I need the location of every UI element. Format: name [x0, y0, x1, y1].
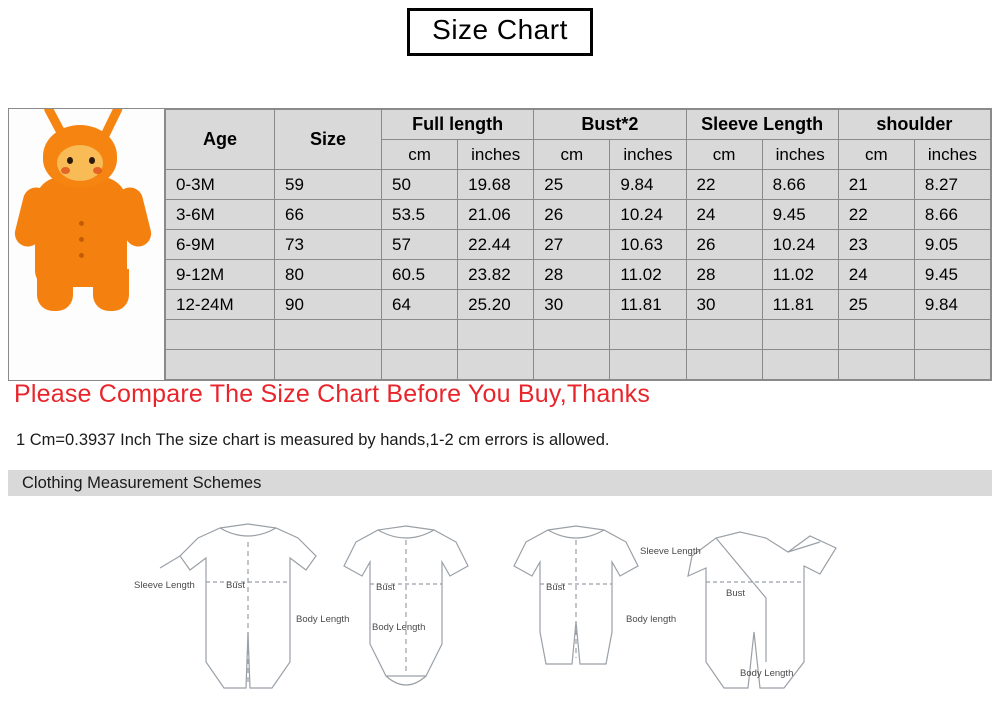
- label-body-length: Body Length: [372, 622, 426, 633]
- cell-bust-in: [610, 350, 686, 380]
- label-sleeve-length: Sleeve Length: [640, 546, 701, 557]
- cell-length-in: 21.06: [458, 200, 534, 230]
- cell-bust-cm: 28: [534, 260, 610, 290]
- unit-sleeve-cm: cm: [686, 140, 762, 170]
- unit-sleeve-in: inches: [762, 140, 838, 170]
- cell-sleeve-in: 8.66: [762, 170, 838, 200]
- cell-bust-cm: 27: [534, 230, 610, 260]
- cell-length-cm: [382, 350, 458, 380]
- cell-shoulder-cm: 21: [838, 170, 914, 200]
- cell-sleeve-cm: 28: [686, 260, 762, 290]
- diagram-short-sleeve-romper: [514, 526, 638, 664]
- cell-sleeve-in: 10.24: [762, 230, 838, 260]
- label-bust: Bust: [726, 588, 746, 599]
- cell-sleeve-in: 9.45: [762, 200, 838, 230]
- conversion-note: 1 Cm=0.3937 Inch The size chart is measured by hands,1-2 cm errors is allowed.: [16, 431, 610, 449]
- header-sleeve-length: Sleeve Length: [686, 110, 838, 140]
- table-group-header-row: [166, 110, 991, 140]
- cell-length-in: 23.82: [458, 260, 534, 290]
- label-body-length: Body length: [626, 614, 677, 625]
- compare-note: Please Compare The Size Chart Before You Buy,Thanks: [14, 380, 651, 408]
- cell-bust-in: 10.63: [610, 230, 686, 260]
- cell-length-cm: 60.5: [382, 260, 458, 290]
- cell-length-cm: 57: [382, 230, 458, 260]
- cell-sleeve-cm: 22: [686, 170, 762, 200]
- cell-size: 59: [275, 170, 382, 200]
- label-bust: Bust: [376, 582, 396, 593]
- cell-length-in: [458, 320, 534, 350]
- schemes-bar-label: Clothing Measurement Schemes: [22, 474, 262, 492]
- cheek-right-icon: [93, 167, 102, 174]
- cell-length-cm: 53.5: [382, 200, 458, 230]
- cell-shoulder-cm: 22: [838, 200, 914, 230]
- table-row: [166, 290, 991, 320]
- cell-length-in: [458, 350, 534, 380]
- cell-shoulder-in: [914, 320, 990, 350]
- cell-length-in: 22.44: [458, 230, 534, 260]
- product-photo: [9, 109, 165, 380]
- cell-shoulder-cm: 25: [838, 290, 914, 320]
- page-title: Size Chart: [407, 8, 593, 56]
- unit-shoulder-cm: cm: [838, 140, 914, 170]
- label-bust: Bust: [226, 580, 246, 591]
- romper-leg-left: [37, 269, 73, 311]
- schemes-bar: [8, 470, 992, 496]
- cell-size: [275, 350, 382, 380]
- cell-length-in: 19.68: [458, 170, 534, 200]
- cell-shoulder-cm: 24: [838, 260, 914, 290]
- button-dot: [79, 221, 84, 226]
- cell-shoulder-cm: 23: [838, 230, 914, 260]
- cell-bust-in: 10.24: [610, 200, 686, 230]
- measurement-diagrams: [120, 512, 880, 712]
- cell-sleeve-cm: 26: [686, 230, 762, 260]
- cell-age: 3-6M: [166, 200, 275, 230]
- cell-length-cm: 64: [382, 290, 458, 320]
- cell-bust-in: 9.84: [610, 170, 686, 200]
- unit-bust-cm: cm: [534, 140, 610, 170]
- table-row: [166, 200, 991, 230]
- cell-length-cm: [382, 320, 458, 350]
- header-bust: Bust*2: [534, 110, 686, 140]
- cell-sleeve-cm: 30: [686, 290, 762, 320]
- cell-bust-cm: [534, 350, 610, 380]
- header-full-length: Full length: [382, 110, 534, 140]
- diagram-long-sleeve-romper: [160, 524, 316, 688]
- cell-shoulder-in: 8.27: [914, 170, 990, 200]
- cell-size: 80: [275, 260, 382, 290]
- button-dot: [79, 237, 84, 242]
- cell-shoulder-in: 8.66: [914, 200, 990, 230]
- cell-shoulder-in: 9.05: [914, 230, 990, 260]
- label-body-length: Body Length: [740, 668, 794, 679]
- baby-face: [57, 145, 103, 181]
- cell-shoulder-cm: [838, 350, 914, 380]
- label-bust: Bust: [546, 582, 566, 593]
- cell-bust-cm: [534, 320, 610, 350]
- size-chart-block: [8, 108, 992, 381]
- cell-sleeve-cm: [686, 320, 762, 350]
- cell-length-in: 25.20: [458, 290, 534, 320]
- cell-bust-in: 11.81: [610, 290, 686, 320]
- cell-shoulder-in: [914, 350, 990, 380]
- unit-shoulder-in: inches: [914, 140, 990, 170]
- cell-bust-in: [610, 320, 686, 350]
- header-size: Size: [275, 110, 382, 170]
- cell-shoulder-in: 9.84: [914, 290, 990, 320]
- cell-bust-cm: 25: [534, 170, 610, 200]
- cell-size: 90: [275, 290, 382, 320]
- cell-shoulder-in: 9.45: [914, 260, 990, 290]
- eye-right-icon: [89, 157, 95, 164]
- cell-bust-cm: 26: [534, 200, 610, 230]
- cell-sleeve-cm: [686, 350, 762, 380]
- cell-sleeve-cm: 24: [686, 200, 762, 230]
- cell-size: 73: [275, 230, 382, 260]
- header-age: Age: [166, 110, 275, 170]
- table-row: [166, 320, 991, 350]
- table-row: [166, 230, 991, 260]
- diagram-kimono-wrap-romper: [688, 532, 836, 688]
- button-dot: [79, 253, 84, 258]
- cell-shoulder-cm: [838, 320, 914, 350]
- diagram-short-sleeve-bodysuit: [344, 526, 468, 685]
- label-sleeve-length: Sleeve Length: [134, 580, 195, 591]
- romper-leg-right: [93, 269, 129, 311]
- unit-full-length-cm: cm: [382, 140, 458, 170]
- header-shoulder: shoulder: [838, 110, 990, 140]
- cell-sleeve-in: 11.81: [762, 290, 838, 320]
- label-body-length: Body Length: [296, 614, 350, 625]
- table-row: [166, 350, 991, 380]
- cell-age: [166, 320, 275, 350]
- cell-age: 12-24M: [166, 290, 275, 320]
- cell-size: [275, 320, 382, 350]
- title-container: [0, 8, 1000, 56]
- cell-length-cm: 50: [382, 170, 458, 200]
- cheek-left-icon: [61, 167, 70, 174]
- cell-size: 66: [275, 200, 382, 230]
- cell-age: 0-3M: [166, 170, 275, 200]
- cell-age: 9-12M: [166, 260, 275, 290]
- cell-age: 6-9M: [166, 230, 275, 260]
- eye-left-icon: [67, 157, 73, 164]
- cell-sleeve-in: 11.02: [762, 260, 838, 290]
- cell-bust-cm: 30: [534, 290, 610, 320]
- cell-sleeve-in: [762, 350, 838, 380]
- size-table: [165, 109, 991, 380]
- table-row: [166, 260, 991, 290]
- cell-bust-in: 11.02: [610, 260, 686, 290]
- table-row: [166, 170, 991, 200]
- product-photo-illustration: [9, 109, 164, 380]
- unit-full-length-in: inches: [458, 140, 534, 170]
- cell-age: [166, 350, 275, 380]
- unit-bust-in: inches: [610, 140, 686, 170]
- cell-sleeve-in: [762, 320, 838, 350]
